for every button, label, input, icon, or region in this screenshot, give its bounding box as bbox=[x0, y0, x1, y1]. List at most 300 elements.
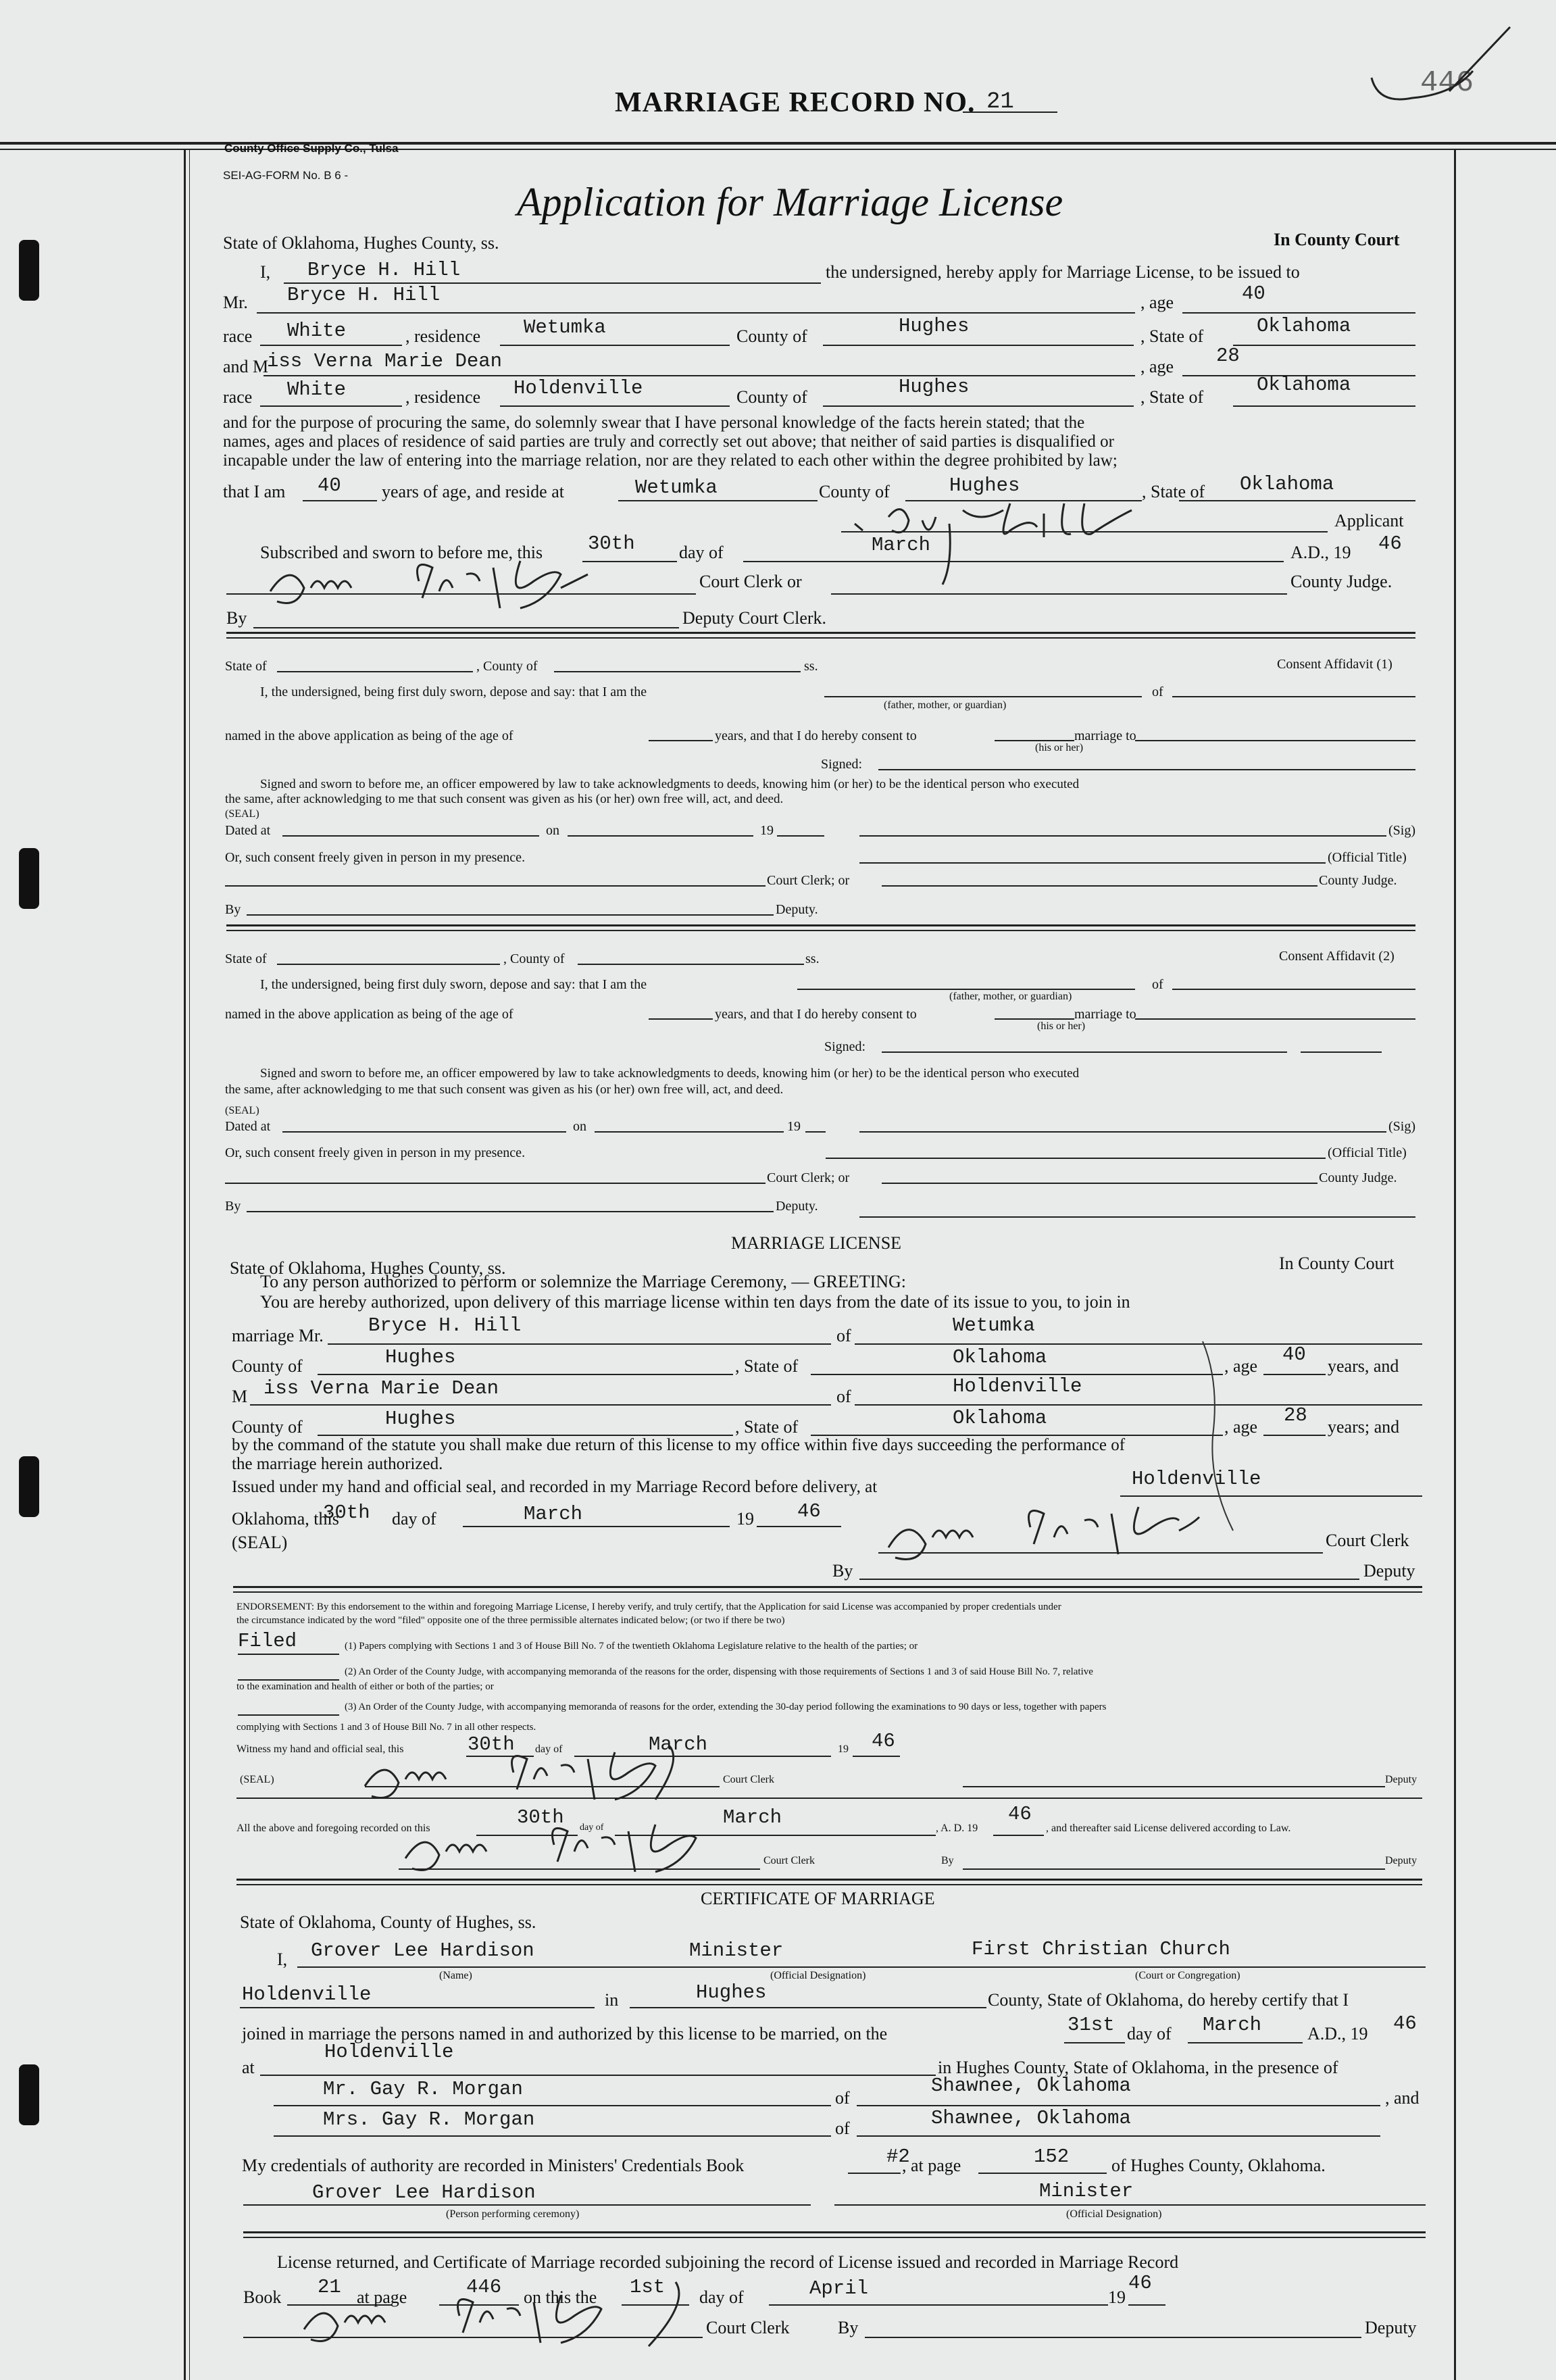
consent2-age-line bbox=[649, 1018, 713, 1020]
license-groom-age: 40 bbox=[1282, 1343, 1306, 1366]
certificate-place-line bbox=[240, 2007, 595, 2008]
consent2-state-label: State of bbox=[225, 951, 267, 966]
section-rule bbox=[243, 2237, 1426, 2238]
sworn-month-line bbox=[743, 561, 1284, 562]
license-statute-2: the marriage herein authorized. bbox=[232, 1455, 443, 1473]
that-i-am-label: that I am bbox=[223, 482, 286, 501]
consent1-deputy: Deputy. bbox=[776, 902, 818, 917]
consent2-signed-line-2 bbox=[1301, 1051, 1382, 1053]
license-bride-county-label: County of bbox=[232, 1417, 303, 1437]
license-bride-county: Hughes bbox=[385, 1408, 456, 1430]
license-bride-name: iss Verna Marie Dean bbox=[263, 1377, 499, 1399]
certificate-church: First Christian Church bbox=[972, 1938, 1230, 1960]
consent2-19: 19 bbox=[787, 1119, 801, 1134]
recorded-by: By bbox=[941, 1855, 954, 1866]
bride-county-line bbox=[823, 405, 1134, 407]
certificate-of-hughes: of Hughes County, Oklahoma. bbox=[1111, 2156, 1326, 2175]
bride-county: Hughes bbox=[899, 376, 970, 398]
section-rule bbox=[233, 1586, 1422, 1588]
certificate-and: , and bbox=[1385, 2088, 1420, 2108]
license-by: By bbox=[832, 1561, 853, 1581]
certificate-month-line bbox=[1188, 2042, 1303, 2043]
certificate-witness1-of: of bbox=[835, 2088, 850, 2108]
bride-state-line bbox=[1233, 405, 1415, 407]
license-groom-county: Hughes bbox=[385, 1346, 456, 1368]
license-groom-residence: Wetumka bbox=[953, 1314, 1035, 1337]
certificate-performer-line bbox=[243, 2204, 811, 2206]
certificate-at-line bbox=[260, 2075, 936, 2076]
recorded-year: 46 bbox=[1008, 1803, 1032, 1825]
applicant-county: Hughes bbox=[949, 474, 1020, 497]
applicant-residence-line bbox=[618, 500, 818, 501]
license-court-clerk: Court Clerk bbox=[1326, 1531, 1409, 1550]
groom-race: White bbox=[287, 320, 347, 342]
consent2-clerk-line bbox=[225, 1183, 766, 1184]
section-rule bbox=[226, 930, 1415, 931]
endorsement-clerk-line bbox=[365, 1786, 720, 1787]
return-at-page: at page bbox=[357, 2287, 407, 2307]
applicant-age-line bbox=[303, 500, 377, 501]
consent1-clerk-line bbox=[225, 885, 766, 887]
return-deputy: Deputy bbox=[1365, 2318, 1417, 2337]
consent1-court-clerk: Court Clerk; or bbox=[767, 873, 850, 888]
applicant-residence: Wetumka bbox=[635, 476, 718, 499]
return-clerk-signature bbox=[297, 2279, 716, 2353]
certificate-witness2-line bbox=[274, 2135, 831, 2137]
groom-race-line bbox=[260, 345, 402, 346]
certificate-performer: Grover Lee Hardison bbox=[312, 2181, 536, 2204]
consent2-seal: (SEAL) bbox=[225, 1105, 259, 1116]
record-number: 21 bbox=[986, 89, 1014, 115]
consent2-court-clerk: Court Clerk; or bbox=[767, 1170, 850, 1185]
consent1-title: Consent Affidavit (1) bbox=[1277, 657, 1392, 672]
section-rule bbox=[236, 1884, 1422, 1885]
deputy-court-clerk-label: Deputy Court Clerk. bbox=[682, 608, 827, 628]
recorded-delivered: , and thereafter said License delivered according to Law. bbox=[1046, 1823, 1291, 1834]
certificate-witness-1: Mr. Gay R. Morgan bbox=[323, 2078, 523, 2100]
consent1-county-line bbox=[554, 671, 801, 672]
consent2-deputy: Deputy. bbox=[776, 1199, 818, 1214]
consent1-year-line bbox=[777, 835, 824, 837]
certificate-page-line bbox=[978, 2173, 1107, 2174]
license-issued-year: 46 bbox=[797, 1500, 821, 1522]
certificate-witness1-of-line bbox=[857, 2105, 1380, 2106]
consent2-dated-at: Dated at bbox=[225, 1119, 271, 1134]
return-month: April bbox=[809, 2277, 869, 2300]
application-venue: State of Oklahoma, Hughes County, ss. bbox=[223, 233, 499, 253]
consent1-of: of bbox=[1152, 685, 1163, 699]
groom-county-label: County of bbox=[736, 326, 807, 346]
applicant-state-line bbox=[1179, 500, 1415, 501]
license-clerk-signature bbox=[882, 1500, 1220, 1575]
consent2-named: named in the above application as being of the age of bbox=[225, 1007, 513, 1022]
consent1-title-line bbox=[859, 862, 1326, 864]
license-year-line bbox=[757, 1526, 841, 1527]
groom-state-label: , State of bbox=[1140, 326, 1204, 346]
license-groom-state: Oklahoma bbox=[953, 1346, 1047, 1368]
consent1-ss: ss. bbox=[804, 659, 818, 674]
license-venue: State of Oklahoma, Hughes County, ss. bbox=[230, 1258, 506, 1278]
consent2-guardian-line bbox=[797, 989, 1135, 990]
license-seal: (SEAL) bbox=[232, 1533, 288, 1552]
groom-residence-line bbox=[500, 345, 730, 346]
certificate-page: 152 bbox=[1034, 2146, 1070, 2168]
groom-residence: Wetumka bbox=[524, 316, 606, 339]
consent1-age-line bbox=[649, 740, 713, 741]
consent2-sig: (Sig) bbox=[1388, 1119, 1415, 1134]
sworn-month: March bbox=[872, 534, 931, 556]
applicant-county-label: County of bbox=[819, 482, 890, 501]
bride-race: White bbox=[287, 378, 347, 401]
return-year: 46 bbox=[1128, 2272, 1152, 2294]
certificate-in: in bbox=[605, 1990, 619, 2010]
license-bride-residence: Holdenville bbox=[953, 1375, 1082, 1397]
consent2-marriage-to-line bbox=[1135, 1018, 1415, 1020]
label-i: I, bbox=[260, 262, 271, 282]
license-day-of: day of bbox=[392, 1509, 436, 1529]
endorsement-item-3a: (3) An Order of the County Judge, with accompanying memoranda of reasons for the order, extending the 30-day period following the examinations to 90 days or less, together with papers bbox=[345, 1702, 1107, 1712]
certificate-at-page: , at page bbox=[902, 2156, 961, 2175]
certificate-credentials: My credentials of authority are recorded in Ministers' Credentials Book bbox=[242, 2156, 745, 2175]
groom-age: 40 bbox=[1242, 282, 1265, 305]
license-bride-line bbox=[250, 1404, 831, 1406]
groom-state-line bbox=[1233, 345, 1415, 346]
section-rule bbox=[226, 637, 1415, 639]
endorsement-filed: Filed bbox=[238, 1630, 297, 1652]
license-month-line bbox=[463, 1526, 730, 1527]
consent2-ss: ss. bbox=[805, 951, 820, 966]
license-years-and: years, and bbox=[1328, 1356, 1399, 1376]
certificate-at: at bbox=[242, 2058, 255, 2077]
consent2-year-line bbox=[805, 1131, 826, 1133]
endorsement-witness-day: 30th bbox=[468, 1733, 515, 1756]
endorsement-deputy-line bbox=[963, 1786, 1385, 1787]
consent2-title-line bbox=[826, 1158, 1326, 1159]
form-border-right bbox=[1454, 150, 1456, 2380]
recorded-month: March bbox=[723, 1806, 782, 1829]
endorsement-seal: (SEAL) bbox=[240, 1774, 274, 1785]
section-rule bbox=[226, 924, 1415, 926]
return-day-of: day of bbox=[699, 2287, 744, 2307]
license-issued: Issued under my hand and official seal, and recorded in my Marriage Record before delivery, at bbox=[232, 1478, 878, 1496]
bride-age: 28 bbox=[1216, 345, 1240, 367]
certificate-witness2-of: of bbox=[835, 2118, 850, 2138]
record-header: MARRIAGE RECORD NO. bbox=[615, 87, 976, 118]
certificate-book-line bbox=[848, 2173, 901, 2174]
license-groom-age-line bbox=[1263, 1374, 1326, 1375]
applicant-state-label: , State of bbox=[1142, 482, 1205, 501]
consent1-state-label: State of bbox=[225, 659, 267, 674]
certificate-book: #2 bbox=[886, 2146, 910, 2168]
certificate-married-year: 46 bbox=[1393, 2012, 1417, 2035]
recorded-day: 30th bbox=[517, 1806, 564, 1829]
consent1-on: on bbox=[546, 823, 559, 838]
recorded-deputy: Deputy bbox=[1385, 1855, 1417, 1866]
recorded-court-clerk: Court Clerk bbox=[763, 1855, 815, 1866]
application-court: In County Court bbox=[1274, 230, 1400, 249]
years-reside-label: years of age, and reside at bbox=[382, 482, 564, 501]
license-bride-state: Oklahoma bbox=[953, 1407, 1047, 1429]
recorded-ad: , A. D. 19 bbox=[936, 1823, 978, 1834]
license-groom-of: of bbox=[836, 1326, 851, 1345]
certificate-witness2-residence: Shawnee, Oklahoma bbox=[931, 2107, 1131, 2129]
printer-company: County Office Supply Co., Tulsa bbox=[224, 142, 399, 155]
certificate-court-caption: (Court or Congregation) bbox=[1135, 1970, 1240, 1981]
license-bride-m: M bbox=[232, 1387, 248, 1406]
license-court: In County Court bbox=[1279, 1254, 1395, 1273]
license-bride-of-line bbox=[855, 1404, 1422, 1406]
certificate-title-caption: (Official Designation) bbox=[1066, 2208, 1162, 2220]
endorsement-court-clerk: Court Clerk bbox=[723, 1774, 774, 1785]
license-19: 19 bbox=[736, 1509, 754, 1529]
consent1-years: years, and that I do hereby consent to bbox=[715, 728, 917, 743]
groom-prefix: Mr. bbox=[223, 293, 248, 312]
certificate-designation-caption: (Official Designation) bbox=[770, 1970, 866, 1981]
applicant-age: 40 bbox=[318, 474, 341, 497]
consent2-title: Consent Affidavit (2) bbox=[1279, 949, 1395, 964]
certificate-venue: State of Oklahoma, County of Hughes, ss. bbox=[240, 1912, 536, 1932]
groom-age-label: , age bbox=[1140, 293, 1174, 312]
bride-residence: Holdenville bbox=[513, 377, 643, 399]
certificate-witness1-line bbox=[274, 2105, 831, 2106]
return-book: 21 bbox=[318, 2276, 341, 2298]
form-border-left bbox=[184, 150, 186, 2380]
consent2-his-her: (his or her) bbox=[1037, 1020, 1086, 1032]
consent2-county-judge: County Judge. bbox=[1319, 1170, 1397, 1185]
consent1-sig-line bbox=[859, 835, 1386, 837]
consent2-on: on bbox=[573, 1119, 586, 1134]
consent2-or-such: Or, such consent freely given in person in my presence. bbox=[225, 1145, 526, 1160]
application-title: Application for Marriage License bbox=[517, 180, 1063, 224]
groom-county-line bbox=[823, 345, 1134, 346]
consent1-guardian-line bbox=[824, 696, 1142, 697]
certificate-name-caption: (Name) bbox=[439, 1970, 472, 1981]
license-issued-at: Holdenville bbox=[1132, 1468, 1261, 1490]
consent2-dated-line bbox=[282, 1131, 566, 1133]
return-19: 19 bbox=[1108, 2287, 1126, 2307]
certificate-performer-title: Minister bbox=[1039, 2180, 1134, 2202]
license-issued-month: March bbox=[524, 1503, 583, 1525]
corner-check-mark bbox=[1368, 14, 1524, 115]
consent2-sworn-2: the same, after acknowledging to me that such consent was given as his (or her) own free will, act, and deed. bbox=[225, 1083, 784, 1097]
consent2-official-title: (Official Title) bbox=[1328, 1145, 1407, 1160]
license-bride-of: of bbox=[836, 1387, 851, 1406]
license-groom-age-label: , age bbox=[1224, 1356, 1258, 1376]
consent1-official-title: (Official Title) bbox=[1328, 850, 1407, 865]
endorsement-day-of: day of bbox=[535, 1743, 563, 1755]
binder-hole bbox=[19, 240, 39, 301]
certificate-day-line bbox=[1064, 2042, 1125, 2043]
certificate-witness2-of-line bbox=[857, 2135, 1380, 2137]
endorsement-clerk-signature bbox=[358, 1742, 709, 1810]
certificate-performer-caption: (Person performing ceremony) bbox=[446, 2208, 580, 2220]
license-bride-age-line bbox=[1263, 1435, 1326, 1436]
certificate-ad: A.D., 19 bbox=[1307, 2024, 1368, 2043]
consent1-signed: Signed: bbox=[821, 757, 863, 772]
endorsement-item-2b: to the examination and health of either or both of the parties; or bbox=[236, 1681, 494, 1692]
certificate-ceremony-place: Holdenville bbox=[324, 2041, 454, 2063]
consent1-named: named in the above application as being of the age of bbox=[225, 728, 513, 743]
recorded-deputy-line bbox=[963, 1868, 1385, 1870]
consent2-sworn-1: Signed and sworn to before me, an officer empowered by law to take acknowledgments to deeds, knowing him (or her) to be the identical person who executed bbox=[260, 1066, 1080, 1081]
oath-text-1: and for the purpose of procuring the same, do solemnly swear that I have personal knowledge of the facts herein stated; that the bbox=[223, 414, 1085, 432]
return-by: By bbox=[838, 2318, 859, 2337]
binder-hole bbox=[19, 848, 39, 909]
consent2-consent-line bbox=[995, 1018, 1074, 1020]
groom-county: Hughes bbox=[899, 315, 970, 337]
return-book-label: Book bbox=[243, 2287, 282, 2307]
consent1-guardian-caption: (father, mother, or guardian) bbox=[884, 699, 1007, 711]
applicant-state: Oklahoma bbox=[1240, 473, 1334, 495]
consent2-county-label: , County of bbox=[503, 951, 565, 966]
recorded-text: All the above and foregoing recorded on this bbox=[236, 1823, 430, 1834]
return-on-this: on this the bbox=[524, 2287, 597, 2307]
consent1-dated-line bbox=[282, 835, 539, 837]
bride-residence-label: , residence bbox=[405, 387, 481, 407]
county-judge-line bbox=[831, 593, 1287, 595]
endorsement-item-3b: complying with Sections 1 and 3 of House Bill No. 7 in all other respects. bbox=[236, 1722, 536, 1733]
license-bride-state-label: , State of bbox=[735, 1417, 799, 1437]
groom-race-label: race bbox=[223, 326, 253, 346]
pen-stroke bbox=[1196, 1338, 1250, 1541]
consent1-signed-line bbox=[878, 769, 1415, 770]
app-deputy-line bbox=[253, 627, 679, 628]
consent2-deputy-line bbox=[247, 1211, 774, 1212]
binder-hole bbox=[19, 2064, 39, 2125]
consent1-or-such: Or, such consent freely given in person in my presence. bbox=[225, 850, 526, 865]
consent2-of-line bbox=[1172, 989, 1415, 990]
applicant-name: Bryce H. Hill bbox=[307, 259, 461, 281]
applicant-label: Applicant bbox=[1334, 511, 1404, 530]
section-rule bbox=[859, 1216, 1415, 1218]
bride-state-label: , State of bbox=[1140, 387, 1204, 407]
bride-name: iss Verna Marie Dean bbox=[267, 350, 503, 372]
consent1-on-line bbox=[568, 835, 753, 837]
endorsement-year-line bbox=[853, 1756, 900, 1757]
bride-county-label: County of bbox=[736, 387, 807, 407]
recorded-day-of: day of bbox=[580, 1823, 604, 1833]
consent1-marriage-to-line bbox=[1135, 740, 1415, 741]
consent1-deputy-line bbox=[247, 914, 774, 916]
return-year-line bbox=[1128, 2304, 1165, 2306]
county-judge-label: County Judge. bbox=[1290, 572, 1392, 591]
consent2-marriage-to: marriage to bbox=[1074, 1007, 1136, 1022]
consent1-of-line bbox=[1172, 696, 1415, 697]
oath-text-2: names, ages and places of residence of said parties are truly and correctly set out above; that neither of said parties is disqualified or bbox=[223, 432, 1114, 451]
license-groom-line bbox=[328, 1343, 831, 1345]
consent2-county-line bbox=[578, 964, 804, 965]
consent1-judge-line bbox=[882, 885, 1317, 887]
form-number: SEI-AG-FORM No. B 6 - bbox=[223, 169, 349, 182]
consent2-signed-line bbox=[882, 1051, 1287, 1053]
section-rule bbox=[236, 1879, 1422, 1881]
certificate-county: Hughes bbox=[696, 1981, 767, 2004]
license-bride-age: 28 bbox=[1284, 1404, 1307, 1427]
consent2-on-line bbox=[595, 1131, 784, 1133]
license-clerk-line bbox=[878, 1552, 1323, 1554]
certificate-married-month: March bbox=[1203, 2014, 1262, 2036]
license-years-and-2: years; and bbox=[1328, 1417, 1400, 1437]
return-court-clerk: Court Clerk bbox=[706, 2318, 790, 2337]
endorsement-text-1: ENDORSEMENT: By this endorsement to the within and foregoing Marriage License, I hereby verify, and truly certify, that the Application for said License was accompanied by proper credentials under bbox=[236, 1602, 1061, 1612]
apply-text: the undersigned, hereby apply for Marriage License, to be issued to bbox=[826, 262, 1300, 282]
license-ok-this: Oklahoma, this bbox=[232, 1509, 339, 1529]
license-marriage-mr: marriage Mr. bbox=[232, 1326, 324, 1345]
recorded-clerk-signature bbox=[399, 1814, 750, 1882]
recorded-year-line bbox=[993, 1835, 1044, 1836]
groom-residence-label: , residence bbox=[405, 326, 481, 346]
consent2-guardian-caption: (father, mother, or guardian) bbox=[949, 991, 1072, 1002]
consent2-by: By bbox=[225, 1199, 241, 1214]
consent1-sworn-2: the same, after acknowledging to me that such consent was given as his (or her) own free will, act, and deed. bbox=[225, 792, 784, 806]
groom-name-line bbox=[257, 312, 1135, 314]
license-issued-day: 30th bbox=[323, 1502, 370, 1524]
certificate-place: Holdenville bbox=[242, 1983, 372, 2006]
subscribed-label: Subscribed and sworn to before me, this bbox=[260, 543, 543, 562]
license-issued-at-line bbox=[1120, 1495, 1422, 1497]
certificate-title-line bbox=[834, 2204, 1426, 2206]
section-rule bbox=[226, 632, 1415, 634]
section-rule bbox=[233, 1591, 1422, 1593]
license-groom-of-line bbox=[855, 1343, 1422, 1345]
certificate-married-day: 31st bbox=[1068, 2014, 1115, 2036]
consent1-sig: (Sig) bbox=[1388, 823, 1415, 838]
section-rule bbox=[243, 2231, 1426, 2233]
groom-name: Bryce H. Hill bbox=[287, 284, 441, 306]
sworn-day-of: day of bbox=[679, 543, 724, 562]
consent1-line-i: I, the undersigned, being first duly sworn, depose and say: that I am the bbox=[260, 685, 647, 699]
sworn-ad: A.D., 19 bbox=[1290, 543, 1351, 562]
license-greeting: To any person authorized to perform or solemnize the Marriage Ceremony, — GREETING: bbox=[260, 1272, 907, 1291]
endorsement-item-2a: (2) An Order of the County Judge, with accompanying memoranda of the reasons for the order, dispensing with those requirements of Sections 1 and 3 of said House Bill No. 7, relative bbox=[345, 1666, 1093, 1677]
bride-state: Oklahoma bbox=[1257, 374, 1351, 396]
license-groom-state-label: , State of bbox=[735, 1356, 799, 1376]
certificate-joined: joined in marriage the persons named in and authorized by this license to be married, on the bbox=[242, 2024, 888, 2043]
oath-text-3: incapable under the law of entering into the marriage relation, nor are they related to each other within the degree prohibited by law; bbox=[223, 451, 1118, 470]
license-groom-county-label: County of bbox=[232, 1356, 303, 1376]
groom-age-line bbox=[1182, 312, 1415, 314]
certificate-designation: Minister bbox=[689, 1939, 784, 1962]
consent1-state-line bbox=[277, 671, 473, 672]
license-title: MARRIAGE LICENSE bbox=[731, 1233, 902, 1253]
app-by-label: By bbox=[226, 608, 247, 628]
return-day: 1st bbox=[630, 2276, 666, 2298]
consent1-marriage-to: marriage to bbox=[1074, 728, 1136, 743]
bride-race-line bbox=[260, 405, 402, 407]
consent1-county-label: , County of bbox=[476, 659, 538, 674]
certificate-officiant: Grover Lee Hardison bbox=[311, 1939, 534, 1962]
bride-race-label: race bbox=[223, 387, 253, 407]
endorsement-text-2: the circumstance indicated by the word "filed" opposite one of the three permissible alternates indicated below; (or two if there be two) bbox=[236, 1615, 785, 1626]
certificate-county-line bbox=[630, 2007, 986, 2008]
license-authorized: You are hereby authorized, upon delivery of this marriage license within ten days from the date of its issue to you, to join in bbox=[260, 1292, 1130, 1312]
endorsement-item-1: (1) Papers complying with Sections 1 and 3 of House Bill No. 7 of the twentieth Oklahoma Legislature relative to the health of the parties; or bbox=[345, 1641, 918, 1652]
license-deputy-line bbox=[859, 1579, 1359, 1580]
return-text: License returned, and Certificate of Marriage recorded subjoining the record of License issued and recorded in Marriage Record bbox=[277, 2252, 1179, 2272]
endorsement-item3-line bbox=[238, 1714, 339, 1716]
sworn-day: 30th bbox=[588, 532, 635, 555]
corner-page-number: 446 bbox=[1420, 66, 1474, 100]
license-statute-1: by the command of the statute you shall make due return of this license to my office within five days succeeding the performance of bbox=[232, 1436, 1126, 1454]
certificate-title: CERTIFICATE OF MARRIAGE bbox=[701, 1889, 935, 1908]
consent1-consent-line bbox=[995, 740, 1074, 741]
consent1-his-her: (his or her) bbox=[1035, 742, 1084, 753]
certificate-i: I, bbox=[277, 1950, 288, 1969]
form-border-left-inner bbox=[189, 150, 190, 2380]
certificate-day-of: day of bbox=[1127, 2024, 1172, 2043]
groom-state: Oklahoma bbox=[1257, 315, 1351, 337]
license-groom-county-line bbox=[318, 1374, 733, 1375]
